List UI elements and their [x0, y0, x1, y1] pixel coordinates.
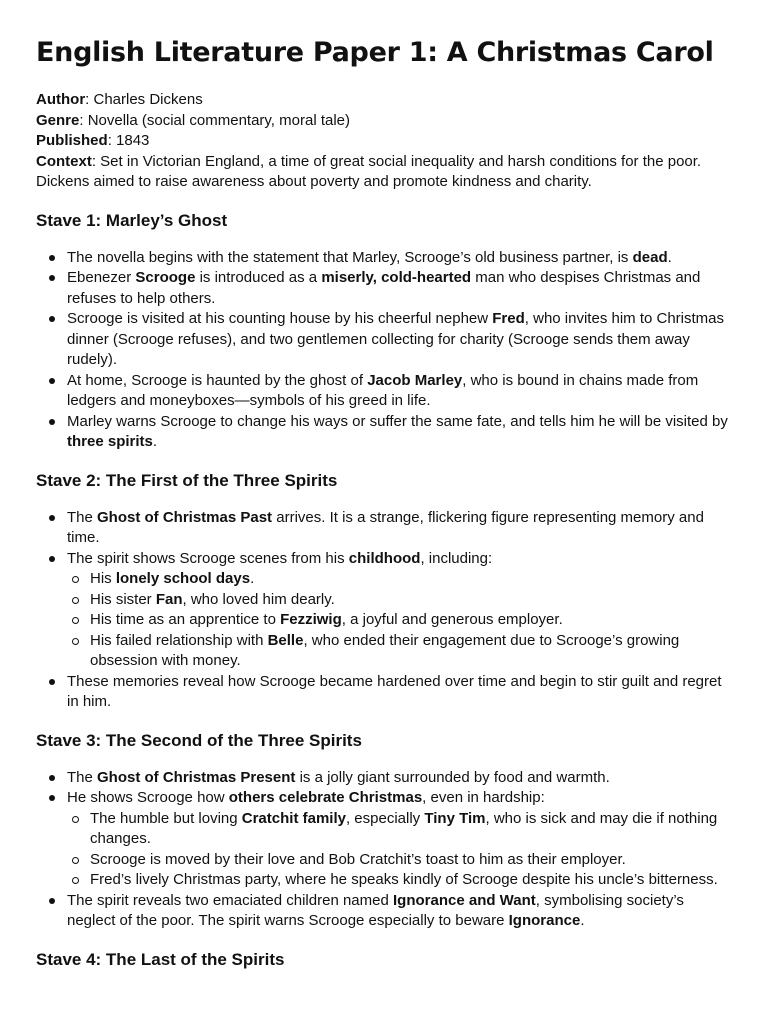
genre-label: Genre	[36, 111, 80, 129]
list-item	[67, 268, 732, 309]
text: Marley warns Scrooge to change his ways or suffer the same fate, and tells him he will be visited by	[67, 412, 728, 430]
list-item	[67, 788, 732, 891]
sub-list-item	[90, 850, 732, 871]
text: His sister	[90, 590, 156, 608]
key-term: childhood	[348, 549, 421, 567]
list-item	[67, 672, 732, 713]
stave-1-list	[36, 248, 732, 453]
text: .	[667, 248, 672, 266]
key-term: Scrooge	[135, 269, 196, 286]
key-term: lonely school days	[115, 570, 251, 587]
sub-list-item	[90, 590, 732, 611]
list-item	[67, 508, 732, 549]
list-item	[67, 412, 732, 453]
genre-value: : Novella (social commentary, moral tale)	[79, 111, 350, 129]
text: His	[90, 570, 116, 587]
published-value: : 1843	[107, 132, 150, 149]
key-term: Fan	[155, 590, 183, 608]
text: Fred’s lively Christmas party, where he speaks kindly of Scrooge despite his uncle’s bitterness.	[90, 871, 718, 888]
page-title: English Literature Paper 1: A Christmas Carol	[36, 37, 714, 68]
key-term: Tiny Tim	[424, 809, 486, 827]
context-value: : Set in Victorian England, a time of great social inequality and harsh conditions for the poor. Dickens aimed to raise awareness about poverty and promote kindness and charity.	[36, 152, 702, 190]
stave-1-heading: Stave 1: Marley’s Ghost	[36, 210, 228, 230]
text: , even in hardship:	[422, 789, 545, 806]
list-item	[67, 248, 732, 269]
text: The	[67, 768, 98, 786]
text: , who invites him to Christmas dinner (Scrooge refuses), and two gentlemen collecting for charity (Scrooge sends them away rudely).	[67, 310, 725, 368]
key-term: Belle	[267, 631, 304, 649]
text: Ebenezer	[67, 269, 136, 286]
text: .	[152, 433, 158, 450]
text: The spirit shows Scrooge scenes from his	[67, 549, 349, 567]
text: The novella begins with the statement that Marley, Scrooge’s old business partner, is	[67, 248, 633, 266]
text: , a joyful and generous employer.	[341, 611, 563, 628]
sub-list-item	[90, 870, 732, 891]
text: His failed relationship with	[90, 631, 268, 649]
text: He shows Scrooge how	[67, 789, 229, 806]
stave-2-heading: Stave 2: The First of the Three Spirits	[36, 470, 338, 490]
stave-3-heading: Stave 3: The Second of the Three Spirits	[36, 730, 362, 750]
key-term: three spirits	[67, 433, 153, 450]
text: These memories reveal how Scrooge became hardened over time and begin to stir guilt and regret in him.	[67, 672, 722, 710]
key-term: Fred	[492, 310, 525, 327]
sub-list-item	[90, 809, 732, 850]
childhood-scenes-list	[67, 569, 732, 672]
text: , who is sick and may die if nothing changes.	[90, 809, 718, 847]
list-item	[67, 891, 732, 932]
text: , who is bound in chains made from ledgers and moneyboxes—symbols of his greed in life.	[67, 371, 699, 409]
context-label: Context	[36, 152, 92, 170]
text: Scrooge is moved by their love and Bob Cratchit’s toast to him as their employer.	[90, 850, 626, 868]
author-line	[36, 90, 732, 111]
author-label: Author	[36, 91, 86, 108]
published-label: Published	[36, 132, 108, 149]
stave-3-list	[36, 768, 732, 932]
key-term: dead	[632, 248, 668, 266]
genre-line	[36, 111, 732, 132]
key-term: Jacob Marley	[367, 371, 463, 389]
key-term: Cratchit family	[241, 809, 346, 827]
text: , symbolising society’s neglect of the poor. The spirit warns Scrooge especially to beware	[67, 891, 684, 929]
list-item	[67, 371, 732, 412]
key-term: miserly, cold-hearted	[321, 269, 472, 286]
key-term: Ghost of Christmas Past	[97, 508, 273, 526]
text: The humble but loving	[90, 809, 242, 827]
context-line	[36, 152, 732, 193]
text: is a jolly giant surrounded by food and warmth.	[295, 768, 610, 786]
text: man who despises Christmas and refuses to help others.	[67, 269, 701, 307]
key-term: others celebrate Christmas	[228, 789, 423, 806]
text: is introduced as a	[195, 269, 322, 286]
stave-2-list	[36, 508, 732, 713]
text: .	[250, 570, 255, 587]
text: Scrooge is visited at his counting house by his cheerful nephew	[67, 310, 493, 327]
text: The	[67, 508, 98, 526]
stave-4-heading: Stave 4: The Last of the Spirits	[36, 949, 285, 969]
celebrations-list	[67, 809, 732, 891]
key-term: Ignorance and Want	[393, 891, 536, 909]
sub-list-item	[90, 569, 732, 590]
text: , who ended their engagement due to Scrooge’s growing obsession with money.	[90, 631, 680, 669]
list-item	[67, 768, 732, 789]
text: arrives. It is a strange, flickering figure representing memory and time.	[67, 508, 704, 546]
key-term: Fezziwig	[280, 611, 342, 628]
key-term: Ignorance	[508, 912, 581, 929]
list-item	[67, 309, 732, 371]
text: .	[580, 912, 585, 929]
text: At home, Scrooge is haunted by the ghost of	[67, 371, 368, 389]
text: The spirit reveals two emaciated children named	[67, 891, 393, 909]
text: , including:	[420, 549, 493, 567]
published-line	[36, 131, 732, 152]
book-details	[36, 90, 732, 193]
text: , especially	[345, 809, 425, 827]
text: His time as an apprentice to	[90, 611, 281, 628]
text: , who loved him dearly.	[182, 590, 335, 608]
key-term: Ghost of Christmas Present	[97, 768, 296, 786]
author-value: : Charles Dickens	[85, 91, 203, 108]
sub-list-item	[90, 610, 732, 631]
sub-list-item	[90, 631, 732, 672]
list-item	[67, 549, 732, 672]
